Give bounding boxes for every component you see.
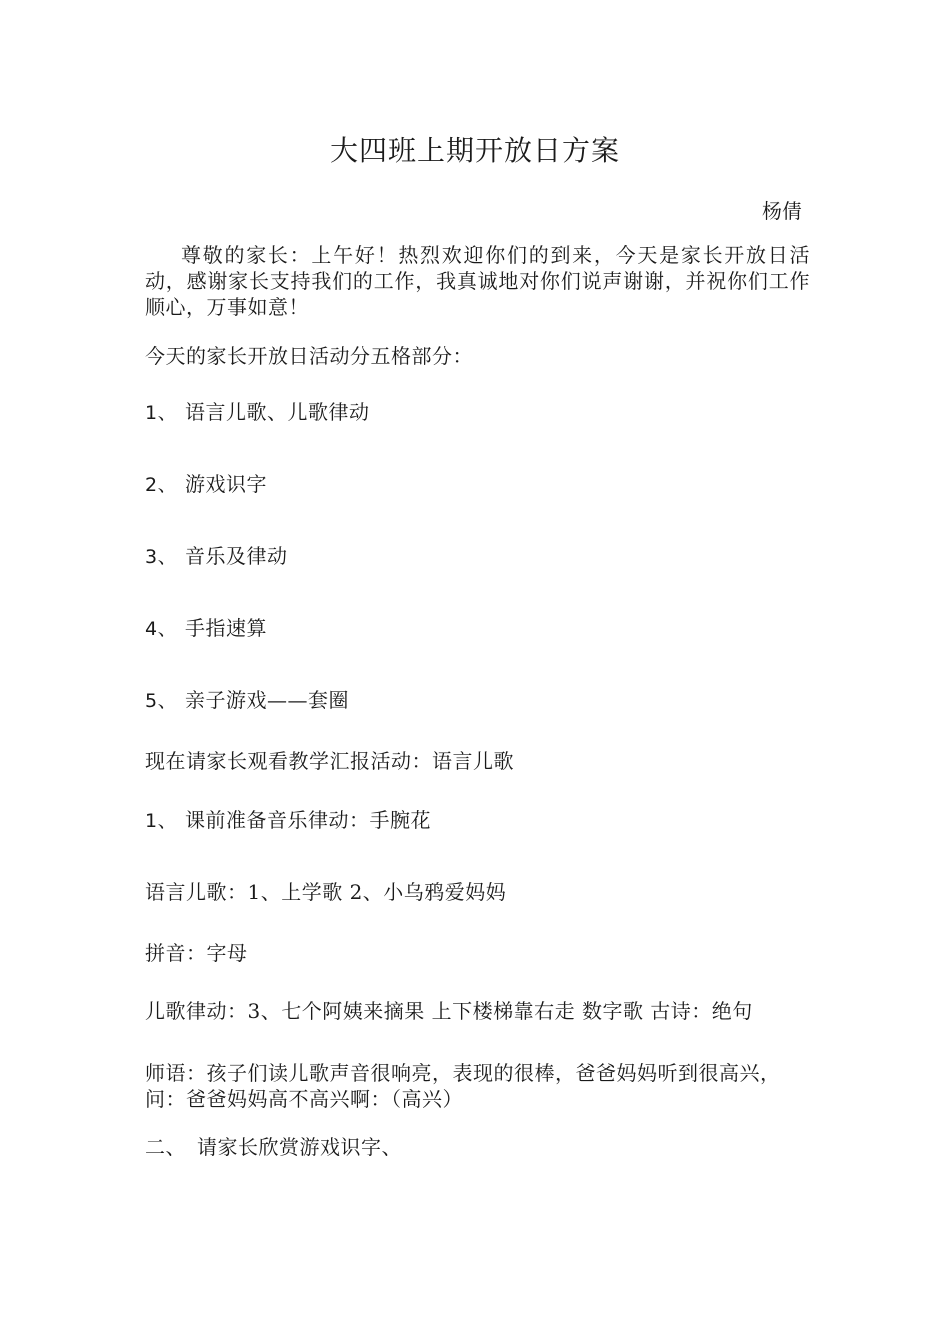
list-item [145,543,810,570]
list-item [145,687,810,714]
list-number: 1、 [145,402,178,424]
rhythm-line: 儿歌律动：3、七个阿姨来摘果 上下楼梯靠右走 数字歌 古诗：绝句 [145,999,753,1023]
pinyin-line: 拼音：字母 [145,941,248,965]
list-number: 2、 [145,474,178,496]
document-title: 大四班上期开放日方案 [329,134,620,167]
list-number: 5、 [145,690,178,712]
list-text: 课前准备音乐律动：手腕花 [185,808,431,832]
watch-line: 现在请家长观看教学汇报活动：语言儿歌 [145,749,514,773]
section-2-heading [145,1134,810,1160]
list-text: 游戏识字 [185,472,267,496]
teacher-line-2: 问：爸爸妈妈高不高兴啊：（高兴） [145,1087,463,1111]
teacher-line-1: 师语：孩子们读儿歌声音很响亮，表现的很棒，爸爸妈妈听到很高兴， [145,1061,781,1085]
list-item [145,615,810,642]
songs-line: 语言儿歌：1、上学歌 2、小乌鸦爱妈妈 [145,880,507,904]
list-text: 亲子游戏——套圈 [185,688,349,712]
list-number: 3、 [145,546,178,568]
author-name: 杨倩 [762,199,802,223]
section-text: 请家长欣赏游戏识字、 [197,1135,402,1159]
prep-line [145,807,810,834]
list-number: 4、 [145,618,178,640]
greeting-paragraph: 尊敬的家长：上午好！热烈欢迎你们的到来，今天是家长开放日活动，感谢家长支持我们的工作，我真诚地对你们说声谢谢，并祝你们工作顺心，万事如意！ [145,243,810,319]
list-text: 语言儿歌、儿歌律动 [185,400,370,424]
intro-line: 今天的家长开放日活动分五格部分： [145,344,473,368]
list-number: 1、 [145,810,178,832]
list-text: 手指速算 [185,616,267,640]
section-number: 二、 [145,1135,186,1159]
list-item [145,471,810,498]
list-item [145,399,810,426]
list-text: 音乐及律动 [185,544,288,568]
